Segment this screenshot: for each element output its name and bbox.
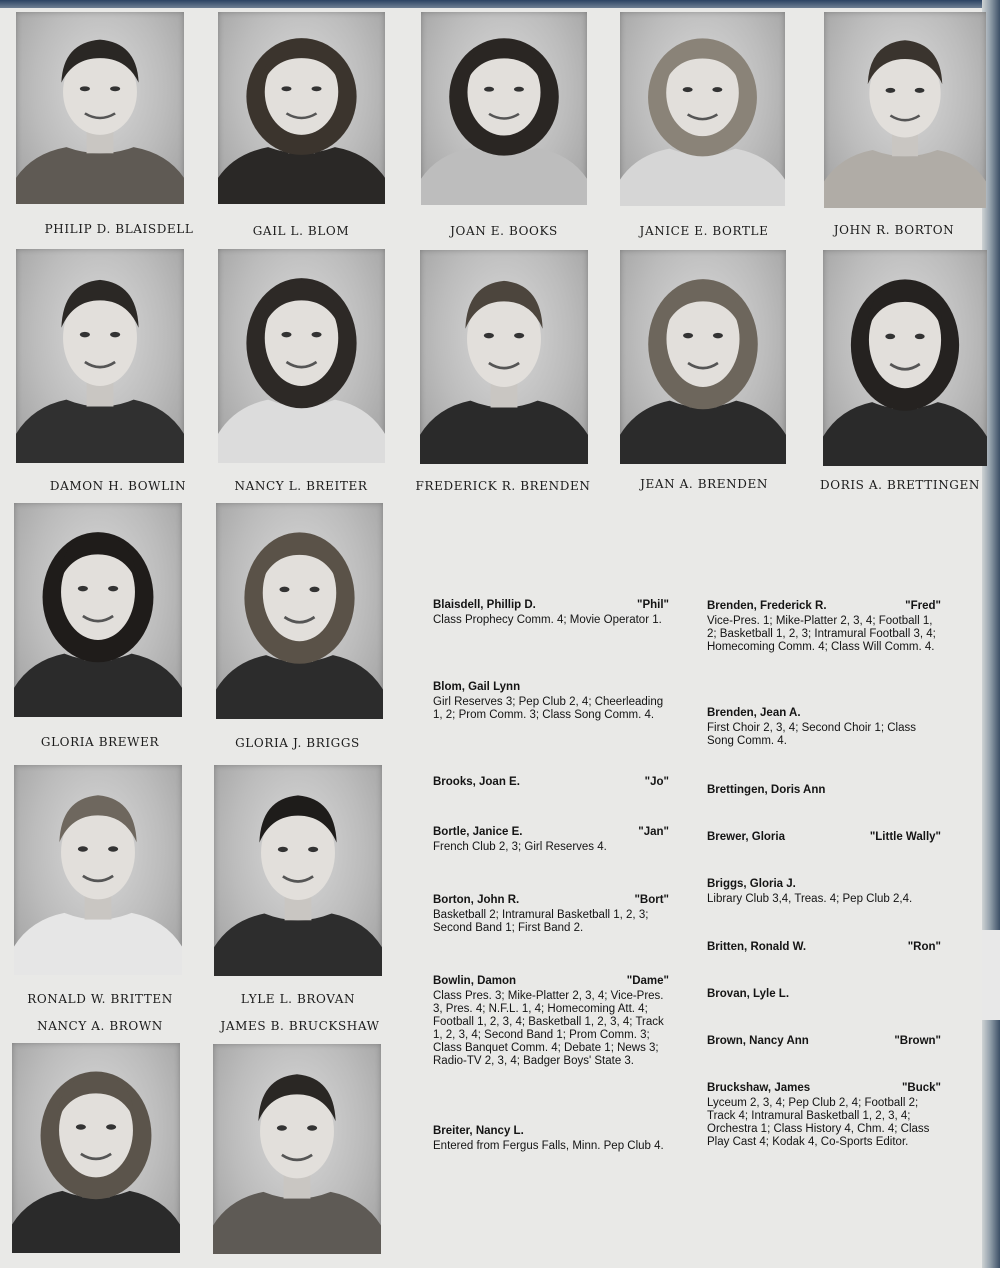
eye-shape — [915, 88, 925, 93]
portrait-photo — [421, 12, 587, 205]
bio-activities: Basketball 2; Intramural Basketball 1, 2, 3; Second Band 1; First Band 2. — [433, 909, 649, 934]
shoulders-shape — [824, 150, 986, 208]
shoulders-shape — [214, 914, 382, 976]
bio-name: Bortle, Janice E. — [433, 826, 523, 838]
portrait-photo — [218, 12, 385, 204]
bio-activities: Entered from Fergus Falls, Minn. Pep Club 4. — [433, 1140, 664, 1152]
bio-entry — [707, 600, 941, 654]
portrait-photo — [824, 12, 986, 208]
bio-nickname: "Jo" — [644, 776, 669, 788]
bio-entry — [707, 707, 941, 748]
portrait-caption: JOAN E. BOOKS — [450, 224, 558, 238]
bio-nickname: "Bort" — [634, 894, 669, 906]
portrait-silhouette — [218, 12, 385, 204]
portrait-silhouette — [12, 1043, 180, 1253]
eye-shape — [308, 847, 318, 852]
eye-shape — [307, 1125, 317, 1130]
eye-shape — [106, 1124, 116, 1129]
bio-entry — [707, 878, 941, 906]
eye-shape — [310, 587, 320, 593]
eye-shape — [683, 87, 693, 92]
eye-shape — [110, 332, 120, 337]
bio-entry — [707, 941, 941, 956]
portrait-silhouette — [823, 250, 987, 466]
portrait-silhouette — [420, 250, 588, 464]
shoulders-shape — [213, 1192, 381, 1254]
portrait-photo — [218, 249, 385, 463]
bio-name: Brewer, Gloria — [707, 831, 785, 843]
portrait-silhouette — [620, 250, 786, 464]
bio-activities: French Club 2, 3; Girl Reserves 4. — [433, 841, 607, 853]
portrait-caption: JOHN R. BORTON — [833, 223, 955, 237]
bio-nickname: "Ron" — [907, 941, 941, 953]
bio-activities: Lyceum 2, 3, 4; Pep Club 2, 4; Football 2; Track 4; Intramural Basketball 1, 2, 3, 4; Orchestra 1; Class History 4, Chm. 4; Class Play Cast 4; Kodak 4, Co-Sports Editor. — [707, 1097, 930, 1148]
shoulders-shape — [14, 913, 182, 975]
eye-shape — [281, 332, 291, 337]
portrait-silhouette — [216, 503, 383, 719]
portrait-photo — [213, 1044, 381, 1254]
eye-shape — [886, 88, 896, 93]
eye-shape — [110, 86, 120, 91]
portrait-caption: NANCY L. BREITER — [234, 479, 368, 493]
shoulders-shape — [14, 654, 182, 717]
portrait-silhouette — [620, 12, 785, 206]
shoulders-shape — [216, 655, 383, 719]
eye-shape — [484, 87, 494, 92]
bio-entry — [433, 894, 669, 935]
eye-shape — [78, 846, 88, 851]
portrait-caption: JANICE E. BORTLE — [639, 224, 769, 238]
bio-name: Blom, Gail Lynn — [433, 681, 521, 693]
portrait-caption: GAIL L. BLOM — [252, 224, 350, 238]
portrait-caption: JEAN A. BRENDEN — [640, 477, 768, 491]
page-edge-tab — [982, 930, 1000, 1020]
bio-nickname: "Buck" — [901, 1082, 941, 1094]
portrait-caption: GLORIA BREWER — [40, 735, 160, 749]
portrait-caption: LYLE L. BROVAN — [240, 992, 356, 1006]
portrait-silhouette — [421, 12, 587, 205]
bio-nickname: "Fred" — [905, 600, 941, 612]
shoulders-shape — [620, 149, 785, 206]
eye-shape — [312, 332, 322, 337]
bio-name: Briggs, Gloria J. — [707, 878, 796, 890]
shoulders-shape — [218, 400, 385, 463]
portrait-caption: JAMES B. BRUCKSHAW — [220, 1019, 380, 1033]
shoulders-shape — [420, 401, 588, 464]
eye-shape — [484, 333, 494, 338]
eye-shape — [281, 86, 291, 91]
bio-activities: Vice-Pres. 1; Mike-Platter 2, 3, 4; Football 1, 2; Basketball 1, 2, 3; Intramural Football 3, 4; Homecoming Comm. 4; Class Will Comm. 4. — [707, 615, 936, 653]
bio-nickname: "Dame" — [626, 975, 669, 987]
portrait-caption: RONALD W. BRITTEN — [27, 992, 173, 1006]
bio-name: Bruckshaw, James — [707, 1082, 811, 1094]
portrait-caption: GLORIA J. BRIGGS — [235, 736, 360, 750]
portrait-silhouette — [16, 249, 184, 463]
shoulders-shape — [218, 147, 385, 204]
shoulders-shape — [421, 148, 587, 205]
binding-top-edge — [0, 0, 1000, 8]
portrait-silhouette — [14, 503, 182, 717]
portrait-photo — [620, 12, 785, 206]
portrait-photo — [216, 503, 383, 719]
bio-name: Brettingen, Doris Ann — [707, 784, 826, 796]
bio-nickname: "Phil" — [637, 599, 669, 611]
bio-name: Brovan, Lyle L. — [707, 988, 790, 1000]
bio-entry — [707, 988, 941, 1003]
portrait-photo — [16, 12, 184, 204]
eye-shape — [78, 586, 88, 591]
portrait-silhouette — [14, 765, 182, 975]
portrait-silhouette — [213, 1044, 381, 1254]
bio-nickname: "Little Wally" — [869, 831, 941, 843]
bio-entry — [433, 776, 669, 791]
bio-name: Brenden, Jean A. — [707, 707, 801, 719]
bio-entry — [433, 599, 669, 627]
bio-entry — [433, 826, 669, 854]
portrait-silhouette — [16, 12, 184, 204]
shoulders-shape — [620, 401, 786, 464]
portrait-photo — [823, 250, 987, 466]
portrait-caption: DAMON H. BOWLIN — [49, 479, 187, 493]
eye-shape — [278, 847, 288, 852]
bio-name: Breiter, Nancy L. — [433, 1125, 524, 1137]
eye-shape — [312, 86, 322, 91]
eye-shape — [277, 1125, 287, 1130]
eye-shape — [108, 586, 118, 591]
bio-entry — [707, 1082, 941, 1149]
bio-activities: Class Prophecy Comm. 4; Movie Operator 1. — [433, 614, 662, 626]
portrait-photo — [16, 249, 184, 463]
bio-entry — [707, 1035, 941, 1050]
portrait-caption: DORIS A. BRETTINGEN — [820, 478, 980, 492]
eye-shape — [80, 332, 90, 337]
bio-name: Blaisdell, Phillip D. — [433, 599, 536, 611]
bio-entry — [707, 831, 941, 846]
portrait-photo — [14, 503, 182, 717]
bio-activities: Library Club 3,4, Treas. 4; Pep Club 2,4. — [707, 893, 913, 905]
portrait-caption: PHILIP D. BLAISDELL — [44, 222, 194, 236]
portrait-photo — [620, 250, 786, 464]
bio-activities: Girl Reserves 3; Pep Club 2, 4; Cheerleading 1, 2; Prom Comm. 3; Class Song Comm. 4. — [433, 696, 664, 721]
portrait-silhouette — [824, 12, 986, 208]
eye-shape — [279, 587, 289, 593]
bio-entry — [707, 784, 941, 799]
shoulders-shape — [12, 1191, 180, 1253]
bio-name: Brooks, Joan E. — [433, 776, 520, 788]
eye-shape — [80, 86, 90, 91]
eye-shape — [108, 846, 118, 851]
eye-shape — [683, 333, 693, 338]
portrait-photo — [214, 765, 382, 976]
bio-entry — [433, 1125, 669, 1153]
bio-nickname: "Jan" — [638, 826, 669, 838]
bio-activities: Class Pres. 3; Mike-Platter 2, 3, 4; Vice-Pres. 3, Pres. 4; N.F.L. 1, 4; Homecoming Att. 4; Football 1, 2, 3, 4; Basketball 1, 2, 3, 4; Track 1, 2, 3, 4; Second Band 1; Prom Comm. 3; Class Banquet Comm. 4; Debate 1; News 3; Radio-TV 2, 3, 4; Badger Boys' State 3. — [433, 990, 664, 1067]
shoulders-shape — [16, 400, 184, 463]
portrait-silhouette — [214, 765, 382, 976]
portrait-photo — [14, 765, 182, 975]
eye-shape — [76, 1124, 86, 1129]
eye-shape — [514, 87, 524, 92]
bio-name: Borton, John R. — [433, 894, 520, 906]
eye-shape — [885, 334, 895, 340]
bio-name: Brown, Nancy Ann — [707, 1035, 809, 1047]
portrait-caption: FREDERICK R. BRENDEN — [415, 479, 591, 493]
bio-entry — [433, 681, 669, 722]
eye-shape — [713, 333, 723, 338]
bio-activities: First Choir 2, 3, 4; Second Choir 1; Class Song Comm. 4. — [707, 722, 916, 747]
eye-shape — [712, 87, 722, 92]
bio-name: Brenden, Frederick R. — [707, 600, 827, 612]
shoulders-shape — [823, 402, 987, 466]
bio-entry — [433, 975, 669, 1068]
portrait-photo — [420, 250, 588, 464]
shoulders-shape — [16, 147, 184, 204]
bio-name: Britten, Ronald W. — [707, 941, 807, 953]
eye-shape — [915, 334, 925, 340]
bio-nickname: "Brown" — [894, 1035, 941, 1047]
bio-name: Bowlin, Damon — [433, 975, 517, 987]
eye-shape — [514, 333, 524, 338]
portrait-photo — [12, 1043, 180, 1253]
portrait-silhouette — [218, 249, 385, 463]
portrait-caption: NANCY A. BROWN — [37, 1019, 163, 1033]
